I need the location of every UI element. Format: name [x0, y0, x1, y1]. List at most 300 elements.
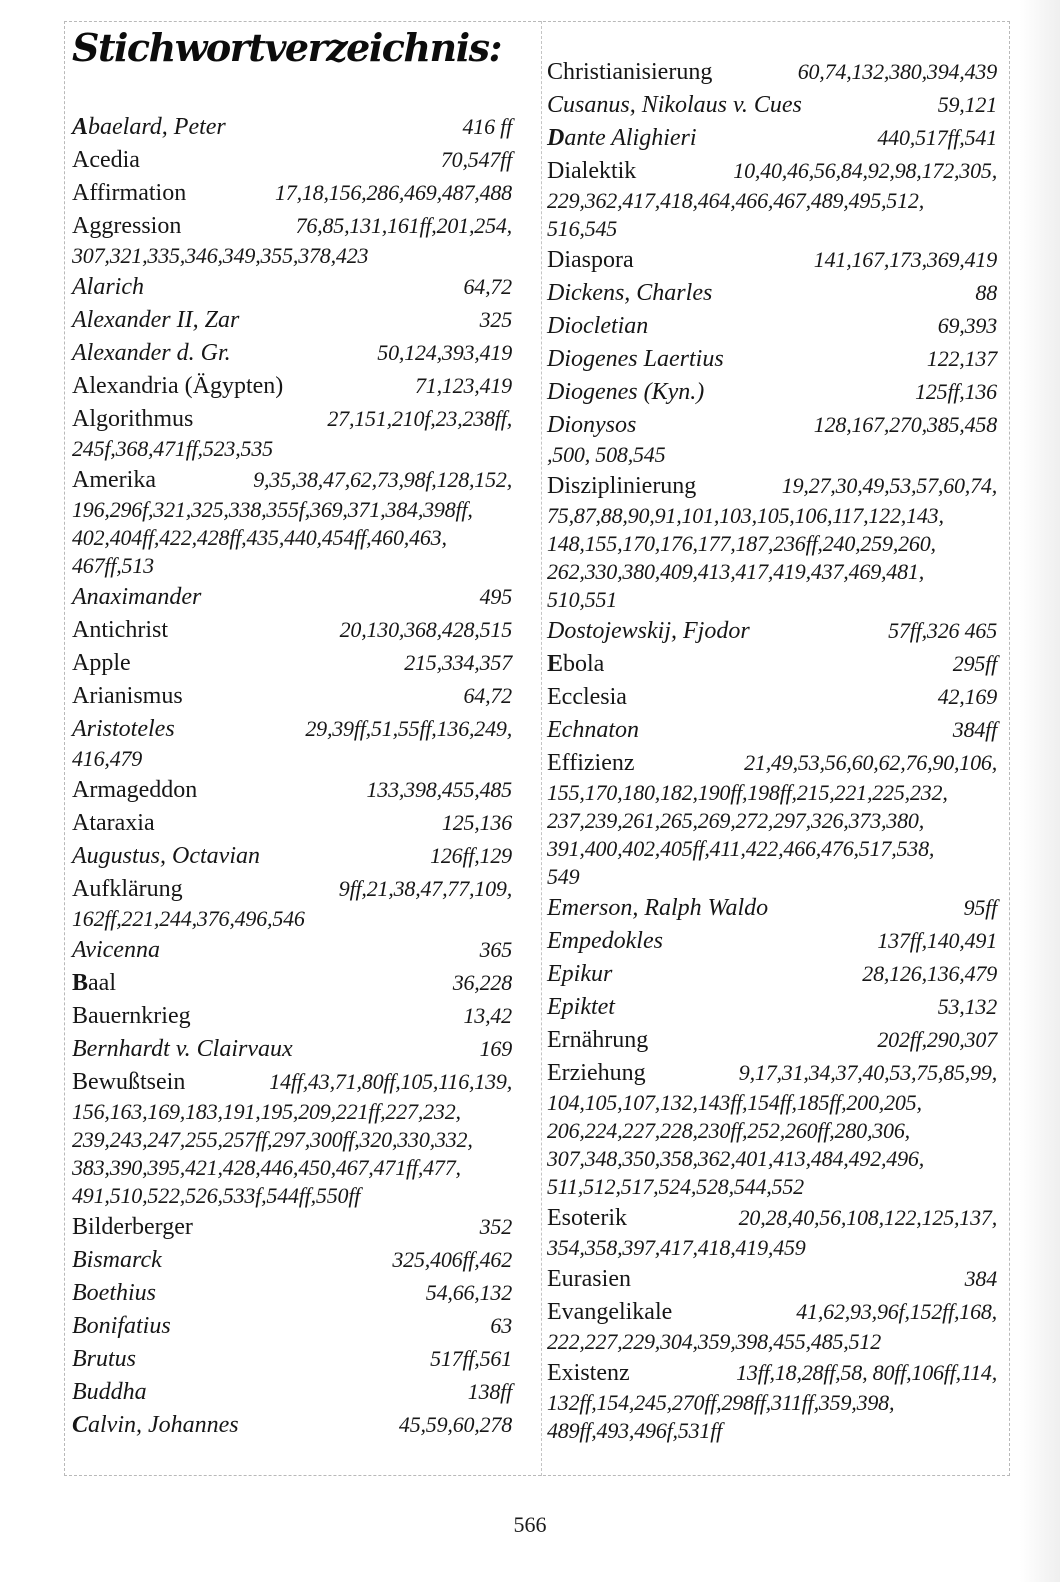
- index-entry-line: [72, 1276, 512, 1309]
- page-references: 54,66,132: [425, 1280, 512, 1305]
- page-references: 42,169: [937, 684, 997, 709]
- index-term-text: Epiktet: [547, 994, 615, 1020]
- index-term-text: Augustus, Octavian: [72, 843, 260, 869]
- index-entry: [72, 872, 512, 933]
- page-references: 416 ff: [462, 114, 512, 139]
- index-term: [72, 144, 140, 177]
- index-term: [547, 714, 639, 747]
- index-entry: [72, 999, 512, 1032]
- index-term-text: Dickens, Charles: [547, 280, 713, 306]
- page-references: 13ff,18,28ff,58, 80ff,106ff,114,: [736, 1360, 997, 1385]
- index-entry: [547, 342, 997, 375]
- index-term: [72, 1310, 171, 1343]
- index-term-text: Armageddon: [72, 777, 198, 803]
- index-entry-line: [72, 839, 512, 872]
- index-entry-line: [547, 713, 997, 746]
- page-references: 29,39ff,51,55ff,136,249,: [305, 716, 512, 741]
- section-initial: B: [72, 970, 89, 996]
- index-entry-line: [547, 243, 997, 276]
- index-entry-line: [72, 679, 512, 712]
- index-entry: [72, 933, 512, 966]
- index-entry: [72, 1210, 512, 1243]
- page-references: 41,62,93,96f,152ff,168,: [796, 1299, 997, 1324]
- index-term: [72, 840, 260, 873]
- index-entry: [72, 143, 512, 176]
- page-references: 20,130,368,428,515: [339, 617, 512, 642]
- page-references: 50,124,393,419: [377, 340, 512, 365]
- index-term-text: Boethius: [72, 1280, 156, 1306]
- index-term-text: aal: [88, 970, 116, 996]
- page-references: 495: [479, 584, 512, 609]
- index-term: [547, 343, 724, 376]
- page-references-continued: 489ff,493,496f,531ff: [547, 1418, 723, 1443]
- index-entry-line: [72, 303, 512, 336]
- index-entry-line: [72, 966, 512, 999]
- index-term-text: Avicenna: [72, 937, 160, 963]
- index-term: [72, 304, 239, 337]
- page-references-continued: 222,227,229,304,359,398,455,485,512: [547, 1329, 882, 1354]
- index-term: [547, 376, 704, 409]
- index-entry-line: [72, 773, 512, 806]
- page-references: 27,151,210f,23,238ff,: [327, 406, 512, 431]
- index-term-text: ante Alighieri: [564, 125, 697, 151]
- index-term-text: Diocletian: [547, 313, 649, 339]
- index-term: [72, 934, 160, 967]
- page-references: 325,406ff,462: [392, 1247, 512, 1272]
- page-references: 88: [975, 280, 997, 305]
- index-term-text: Ataraxia: [72, 810, 155, 836]
- index-term-text: Algorithmus: [72, 406, 194, 432]
- index-term: [72, 713, 175, 746]
- index-term-text: Christianisierung: [547, 59, 713, 85]
- index-term-text: Diogenes (Kyn.): [547, 379, 705, 405]
- index-term: [72, 1033, 293, 1066]
- page-references-continued: 510,551: [547, 587, 618, 612]
- index-entry-line: [547, 342, 997, 375]
- index-term-text: Bilderberger: [72, 1214, 193, 1240]
- page-references: 517ff,561: [430, 1346, 512, 1371]
- index-entry: [72, 303, 512, 336]
- index-entry: [547, 713, 997, 746]
- index-entry: [547, 469, 997, 614]
- page-references: 53,132: [937, 994, 997, 1019]
- page-references: 64,72: [463, 274, 512, 299]
- index-entry-line: [547, 469, 997, 502]
- page-references: 19,27,30,49,53,57,60,74,: [781, 473, 997, 498]
- page-references: 21,49,53,56,60,62,76,90,106,: [744, 750, 997, 775]
- index-entry: [72, 369, 512, 402]
- index-term-text: Affirmation: [72, 180, 187, 206]
- index-term-text: Dostojewskij, Fjodor: [547, 618, 750, 644]
- page-references: 14ff,43,71,80ff,105,116,139,: [269, 1069, 512, 1094]
- index-term: [72, 1244, 162, 1277]
- index-term: [547, 1296, 672, 1329]
- page-references-continued: 148,155,170,176,177,187,236ff,240,259,260,: [547, 531, 936, 556]
- page-references: 122,137: [926, 346, 997, 371]
- index-term: [72, 1343, 136, 1376]
- page-references-continued: 245f,368,471ff,523,535: [72, 436, 273, 461]
- page-references: 125ff,136: [915, 379, 997, 404]
- page-references-continued: 354,358,397,417,418,419,459: [547, 1235, 806, 1260]
- index-entry-line: [72, 1342, 512, 1375]
- index-term-text: Dialektik: [547, 158, 637, 184]
- index-term-text: Ecclesia: [547, 684, 627, 710]
- index-term: [547, 310, 648, 343]
- index-term-text: Alexander d. Gr.: [72, 340, 231, 366]
- page-references: 141,167,173,369,419: [813, 247, 997, 272]
- index-term-text: Bonifatius: [72, 1313, 171, 1339]
- index-entry-line: [547, 1201, 997, 1234]
- index-entry: [547, 647, 997, 680]
- index-entry-line: [547, 408, 997, 441]
- index-entry-line: [547, 154, 997, 187]
- section-initial: D: [547, 125, 565, 151]
- index-term: [547, 681, 627, 714]
- page-references: 126ff,129: [430, 843, 512, 868]
- index-entry: [72, 1408, 512, 1441]
- index-term-text: Existenz: [547, 1360, 630, 1386]
- index-entry: [72, 336, 512, 369]
- index-entry: [547, 88, 997, 121]
- index-entry: [547, 957, 997, 990]
- index-entry: [547, 680, 997, 713]
- index-entry-line: [547, 680, 997, 713]
- index-term-text: Empedokles: [547, 928, 663, 954]
- index-term: [72, 1000, 191, 1033]
- column-divider: [541, 21, 542, 1476]
- index-entry-line: [547, 375, 997, 408]
- index-term-text: Alarich: [72, 274, 144, 300]
- page-references-continued: 104,105,107,132,143ff,154ff,185ff,200,205,: [547, 1090, 922, 1115]
- index-term: [547, 648, 604, 681]
- index-term-text: Ernährung: [547, 1027, 649, 1053]
- index-entry-line: [72, 270, 512, 303]
- index-term-text: Alexander II, Zar: [72, 307, 240, 333]
- section-initial: C: [72, 1412, 89, 1438]
- index-entry: [72, 402, 512, 463]
- index-term: [72, 370, 283, 403]
- page-references: 128,167,270,385,458: [813, 412, 997, 437]
- page-references: 95ff: [963, 895, 997, 920]
- index-entry: [72, 1065, 512, 1210]
- index-term: [72, 680, 183, 713]
- page-references: 440,517ff,541: [877, 125, 997, 150]
- index-entry: [72, 580, 512, 613]
- page-references: 10,40,46,56,84,92,98,172,305,: [733, 158, 997, 183]
- index-term: [72, 177, 186, 210]
- index-entry-line: [72, 613, 512, 646]
- index-term-text: alvin, Johannes: [88, 1412, 239, 1438]
- page-references-continued: 239,243,247,255,257ff,297,300ff,320,330,332,: [72, 1127, 473, 1152]
- index-term: [72, 111, 226, 144]
- index-term-text: Anaximander: [72, 584, 202, 610]
- index-entry-line: [547, 891, 997, 924]
- index-term: [547, 1202, 627, 1235]
- page-references: 28,126,136,479: [862, 961, 997, 986]
- index-entry-line: [72, 176, 512, 209]
- index-entry: [547, 1262, 997, 1295]
- index-term: [72, 464, 156, 497]
- page-references-continued: 307,321,335,346,349,355,378,423: [72, 243, 369, 268]
- index-term: [72, 873, 183, 906]
- page-references: 45,59,60,278: [398, 1412, 512, 1437]
- page-references-continued: 383,390,395,421,428,446,450,467,471ff,477,: [72, 1155, 461, 1180]
- index-entry: [547, 924, 997, 957]
- index-term-text: Bernhardt v. Clairvaux: [72, 1036, 293, 1062]
- page-edge-shadow: [1020, 0, 1060, 1582]
- page-references: 13,42: [463, 1003, 512, 1028]
- page-title: Stichwortverzeichnis:: [72, 25, 502, 70]
- page-references: 202ff,290,307: [877, 1027, 997, 1052]
- index-term-text: Alexandria (Ägypten): [72, 373, 284, 399]
- index-entry: [547, 408, 997, 469]
- index-term-text: Aufklärung: [72, 876, 183, 902]
- index-entry-line: [72, 369, 512, 402]
- index-entry: [72, 712, 512, 773]
- index-entry-line: [72, 1032, 512, 1065]
- index-entry-line: [72, 1210, 512, 1243]
- page-references: 138ff: [467, 1379, 512, 1404]
- index-entry: [547, 243, 997, 276]
- index-term: [547, 122, 697, 155]
- page-references-continued: 549: [547, 864, 580, 889]
- page-references: 169: [479, 1036, 512, 1061]
- index-entry: [72, 1375, 512, 1408]
- index-entry-line: [547, 924, 997, 957]
- index-term: [547, 56, 712, 89]
- page-references-continued: 155,170,180,182,190ff,198ff,215,221,225,232,: [547, 780, 948, 805]
- index-entry: [547, 1201, 997, 1262]
- index-entry: [72, 679, 512, 712]
- page-references: 71,123,419: [414, 373, 512, 398]
- index-term: [547, 470, 696, 503]
- page-references-continued: 511,512,517,524,528,544,552: [547, 1174, 804, 1199]
- page-references-continued: 491,510,522,526,533f,544ff,550ff: [72, 1183, 361, 1208]
- index-term-text: bola: [563, 651, 605, 677]
- index-term-text: Esoterik: [547, 1205, 627, 1231]
- index-entry: [547, 891, 997, 924]
- index-entry: [547, 990, 997, 1023]
- page-references-continued: 162ff,221,244,376,496,546: [72, 906, 305, 931]
- index-term: [72, 271, 144, 304]
- index-term-text: Echnaton: [547, 717, 639, 743]
- index-term-text: Apple: [72, 650, 131, 676]
- index-term-text: Bewußtsein: [72, 1069, 186, 1095]
- index-entry-line: [547, 1295, 997, 1328]
- page-references-continued: 262,330,380,409,413,417,419,437,469,481,: [547, 559, 925, 584]
- index-entry: [72, 176, 512, 209]
- index-term: [547, 991, 615, 1024]
- index-term: [72, 807, 155, 840]
- page-references-continued: 402,404ff,422,428ff,435,440,454ff,460,463,: [72, 525, 447, 550]
- index-entry-line: [72, 1309, 512, 1342]
- index-entry: [72, 1342, 512, 1375]
- index-term: [547, 244, 634, 277]
- index-entry-line: [72, 999, 512, 1032]
- index-entry-line: [547, 1023, 997, 1056]
- index-entry: [547, 55, 997, 88]
- index-term-text: Epikur: [547, 961, 613, 987]
- index-term-text: Bismarck: [72, 1247, 162, 1273]
- index-term-text: baelard, Peter: [88, 114, 226, 140]
- index-entry: [547, 1023, 997, 1056]
- index-entry: [547, 375, 997, 408]
- index-entry: [547, 1356, 997, 1445]
- page-references: 69,393: [937, 313, 997, 338]
- index-term: [547, 892, 768, 925]
- page-references-continued: 416,479: [72, 746, 143, 771]
- index-term-text: Cusanus, Nikolaus v. Cues: [547, 92, 802, 118]
- index-entry-line: [72, 209, 512, 242]
- page-references: 133,398,455,485: [366, 777, 512, 802]
- page-references: 295ff: [952, 651, 997, 676]
- index-term: [547, 155, 636, 188]
- page-references-continued: 307,348,350,358,362,401,413,484,492,496,: [547, 1146, 925, 1171]
- page-references: 76,85,131,161ff,201,254,: [295, 213, 512, 238]
- index-entry-line: [547, 746, 997, 779]
- index-term: [547, 409, 636, 442]
- index-entry: [72, 463, 512, 580]
- page-references-continued: ,500, 508,545: [547, 442, 666, 467]
- index-entry: [72, 1243, 512, 1276]
- index-entry-line: [72, 1243, 512, 1276]
- page-references: 9,17,31,34,37,40,53,75,85,99,: [738, 1060, 997, 1085]
- index-entry-line: [72, 712, 512, 745]
- index-entry-line: [72, 933, 512, 966]
- page-references: 125,136: [441, 810, 512, 835]
- index-entry-line: [72, 110, 512, 143]
- index-entry-line: [547, 990, 997, 1023]
- index-entry-line: [547, 276, 997, 309]
- index-entry-line: [72, 646, 512, 679]
- index-entry-line: [547, 55, 997, 88]
- index-term-text: Aggression: [72, 213, 182, 239]
- index-entry-line: [547, 1056, 997, 1089]
- page-references: 325: [479, 307, 512, 332]
- index-term: [72, 403, 193, 436]
- index-entry: [547, 746, 997, 891]
- index-entry: [547, 1056, 997, 1201]
- page-references: 59,121: [937, 92, 997, 117]
- index-entry: [547, 121, 997, 154]
- index-entry-line: [72, 463, 512, 496]
- page-references-continued: 196,296f,321,325,338,355f,369,371,384,398ff,: [72, 497, 473, 522]
- index-entry-line: [547, 1356, 997, 1389]
- index-term: [547, 277, 712, 310]
- page-references: 60,74,132,380,394,439: [797, 59, 997, 84]
- page-references: 57ff,326 465: [888, 618, 997, 643]
- index-column-left: [72, 110, 512, 1441]
- index-term-text: Emerson, Ralph Waldo: [547, 895, 769, 921]
- page-references: 64,72: [463, 683, 512, 708]
- index-term: [72, 647, 131, 680]
- index-term-text: Acedia: [72, 147, 140, 173]
- index-term: [547, 89, 802, 122]
- index-entry-line: [547, 121, 997, 154]
- index-entry-line: [72, 402, 512, 435]
- page-references: 63: [490, 1313, 512, 1338]
- index-term: [72, 967, 116, 1000]
- index-term: [547, 615, 750, 648]
- page-references: 384: [964, 1266, 997, 1291]
- index-term: [547, 747, 635, 780]
- index-entry: [547, 154, 997, 243]
- index-entry-line: [547, 88, 997, 121]
- index-entry: [72, 1309, 512, 1342]
- index-term: [547, 958, 612, 991]
- index-entry-line: [72, 1375, 512, 1408]
- index-entry: [547, 309, 997, 342]
- index-term: [547, 925, 663, 958]
- index-term-text: Antichrist: [72, 617, 168, 643]
- index-term: [72, 581, 201, 614]
- index-term: [72, 337, 231, 370]
- index-entry-line: [72, 1065, 512, 1098]
- index-column-right: [547, 55, 997, 1445]
- index-entry: [72, 110, 512, 143]
- page-references-continued: 467ff,513: [72, 553, 154, 578]
- index-term-text: Arianismus: [72, 683, 183, 709]
- index-term: [72, 1409, 239, 1442]
- index-term-text: Disziplinierung: [547, 473, 697, 499]
- index-entry: [72, 773, 512, 806]
- index-term: [72, 210, 181, 243]
- page-references: 352: [479, 1214, 512, 1239]
- page-references: 215,334,357: [404, 650, 512, 675]
- page-references: 384ff: [952, 717, 997, 742]
- page-references-continued: 516,545: [547, 216, 618, 241]
- index-entry-line: [72, 143, 512, 176]
- index-term: [547, 1263, 631, 1296]
- index-term-text: Diaspora: [547, 247, 634, 273]
- index-term-text: Dionysos: [547, 412, 637, 438]
- index-term: [72, 614, 168, 647]
- index-term: [547, 1057, 646, 1090]
- page-references: 17,18,156,286,469,487,488: [274, 180, 512, 205]
- index-entry-line: [547, 614, 997, 647]
- index-entry: [547, 276, 997, 309]
- index-entry: [72, 209, 512, 270]
- section-initial: A: [72, 114, 89, 140]
- page-references-continued: 391,400,402,405ff,411,422,466,476,517,538,: [547, 836, 935, 861]
- index-entry: [72, 1276, 512, 1309]
- page-references: 36,228: [452, 970, 512, 995]
- index-term: [547, 1024, 648, 1057]
- index-entry: [547, 1295, 997, 1356]
- index-term: [72, 774, 197, 807]
- index-entry-line: [547, 309, 997, 342]
- index-entry: [547, 614, 997, 647]
- page-number: 566: [513, 1512, 547, 1537]
- index-entry: [72, 646, 512, 679]
- index-term-text: Diogenes Laertius: [547, 346, 724, 372]
- index-term: [72, 1211, 193, 1244]
- index-entry-line: [72, 872, 512, 905]
- index-term-text: Effizienz: [547, 750, 635, 776]
- page-references-continued: 206,224,227,228,230ff,252,260ff,280,306,: [547, 1118, 910, 1143]
- section-initial: E: [547, 651, 564, 677]
- index-term: [72, 1277, 156, 1310]
- index-term-text: Aristoteles: [72, 716, 175, 742]
- index-term-text: Brutus: [72, 1346, 137, 1372]
- index-entry: [72, 1032, 512, 1065]
- index-term-text: Eurasien: [547, 1266, 631, 1292]
- index-entry: [72, 613, 512, 646]
- index-term: [72, 1066, 185, 1099]
- page-references: 9,35,38,47,62,73,98f,128,152,: [253, 467, 512, 492]
- index-entry: [72, 839, 512, 872]
- index-entry-line: [547, 647, 997, 680]
